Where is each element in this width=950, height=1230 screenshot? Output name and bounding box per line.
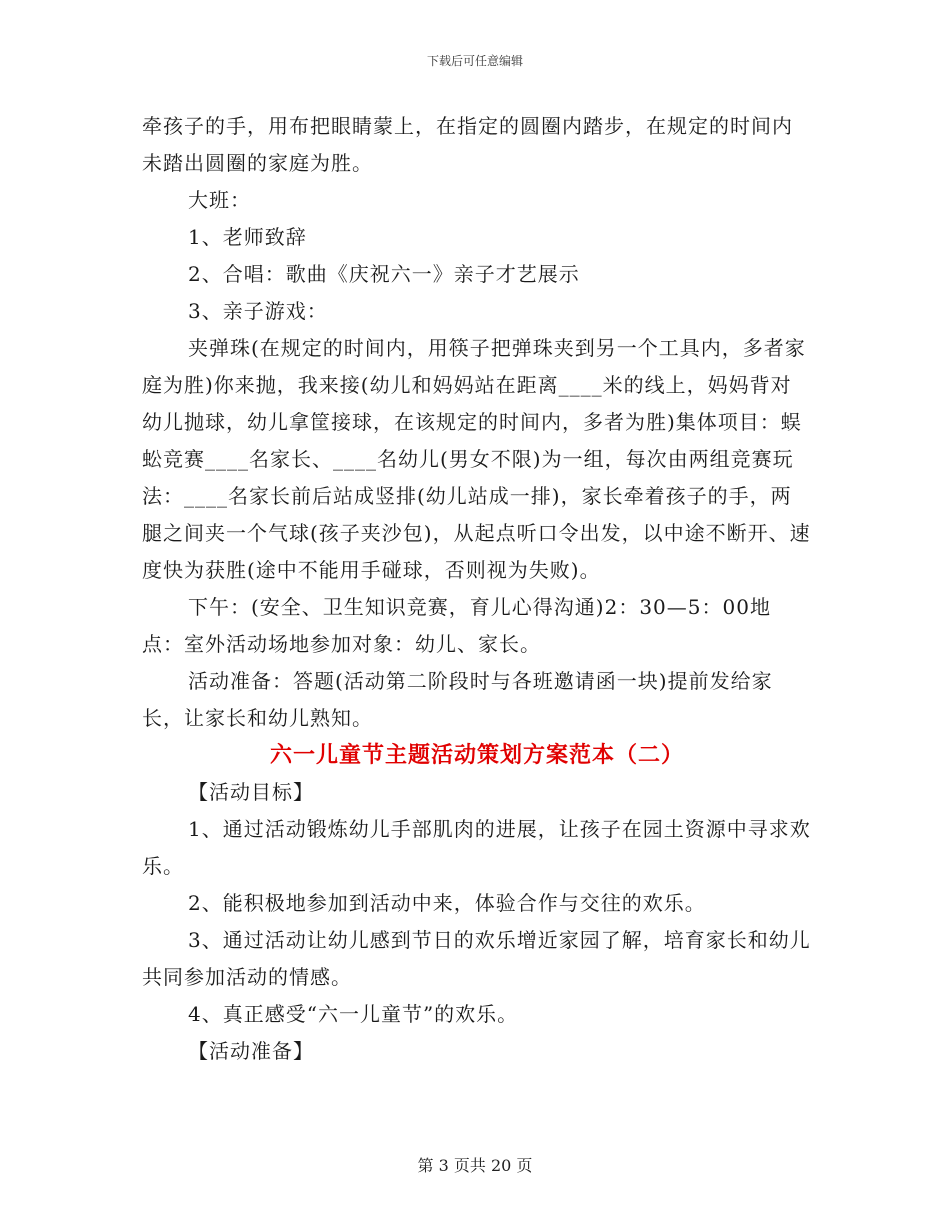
heading-activity-goals: 【活动目标】 xyxy=(188,780,314,804)
paragraph-games-detail: 夹弹珠(在规定的时间内，用筷子把弹珠夹到另一个工具内，多者家庭为胜)你来抛，我来接(幼儿和妈妈站在距离____米的线上，妈妈背对幼儿抛球，幼儿拿筐接球，在该规定的时间内，多者为胜)集体项目：蜈蚣竞赛____名家长、____名幼儿(男女不限)为一组，每次由两组竞赛玩法：____名家长前后站成竖排(幼儿站成一排)，家长牵着孩子的手，两腿之间夹一个气球(孩子夹沙包)，从起点听口令出发，以中途不断开、速度快为获胜(途中不能用手碰球，否则视为失败)。 xyxy=(142,336,811,582)
goal-item-4: 4、真正感受“六一儿童节”的欢乐。 xyxy=(188,1002,519,1026)
goal-item-1: 1、通过活动锻炼幼儿手部肌肉的进展，让孩子在园土资源中寻求欢乐。 xyxy=(142,817,811,878)
paragraph-preparation: 活动准备：答题(活动第二阶段时与各班邀请函一块)提前发给家长，让家长和幼儿熟知。 xyxy=(142,669,773,730)
paragraph-big-class: 大班： xyxy=(188,188,251,212)
header-note: 下载后可任意编辑 xyxy=(426,54,523,68)
list-item-parent-child-games: 3、亲子游戏： xyxy=(188,299,328,323)
paragraph-continuation: 牵孩子的手，用布把眼睛蒙上，在指定的圆圈内踏步，在规定的时间内未踏出圆圈的家庭为胜。 xyxy=(142,114,793,175)
list-item-teacher-speech: 1、老师致辞 xyxy=(188,225,307,249)
goal-item-3: 3、通过活动让幼儿感到节日的欢乐增近家园了解，培育家长和幼儿共同参加活动的情感。 xyxy=(142,928,811,989)
document-body xyxy=(142,108,812,1070)
paragraph-afternoon: 下午：(安全、卫生知识竞赛，育儿心得沟通)2：30—5：00地点：室外活动场地参加对象：幼儿、家长。 xyxy=(142,595,771,656)
page-number: 第 3 页共 20 页 xyxy=(417,1156,533,1175)
heading-activity-preparation: 【活动准备】 xyxy=(188,1039,314,1063)
list-item-chorus: 2、合唱：歌曲《庆祝六一》亲子才艺展示 xyxy=(188,262,580,286)
goal-item-2: 2、能积极地参加到活动中来，体验合作与交往的欢乐。 xyxy=(188,891,706,915)
section-title: 六一儿童节主题活动策划方案范本（二） xyxy=(269,743,684,768)
